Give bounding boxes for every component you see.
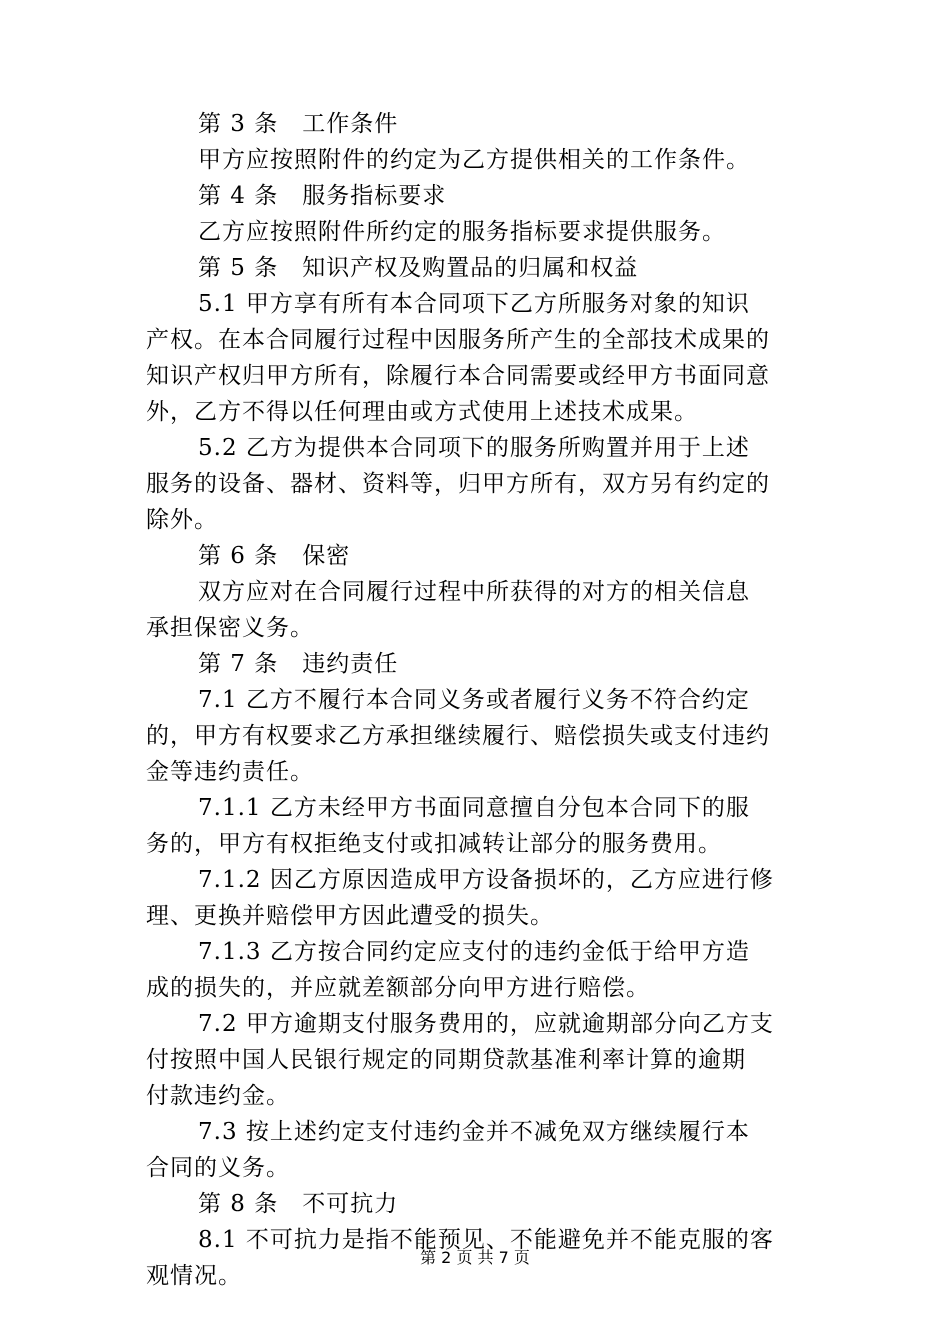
line-clause-7-2-cont: 付款违约金。 <box>146 1083 290 1109</box>
line-clause-7-1-3: 7.1.3 乙方按合同约定应支付的违约金低于给甲方造 <box>198 939 750 965</box>
line-clause-5-1-cont: 知识产权归甲方所有，除履行本合同需要或经甲方书面同意 <box>146 363 770 389</box>
line-clause-5-2-cont: 除外。 <box>146 507 218 533</box>
line-article-6-body-cont: 承担保密义务。 <box>146 615 314 641</box>
line-clause-8-1: 8.1 不可抗力是指不能预见、不能避免并不能克服的客 <box>198 1227 774 1253</box>
page-number-footer: 第 2 页 共 7 页 <box>420 1248 530 1267</box>
line-article-7-heading: 第 7 条 违约责任 <box>198 651 399 677</box>
line-clause-7-3: 7.3 按上述约定支付违约金并不减免双方继续履行本 <box>198 1119 750 1145</box>
line-clause-5-2-cont: 服务的设备、器材、资料等，归甲方所有，双方另有约定的 <box>146 471 770 497</box>
line-clause-7-1-2-cont: 理、更换并赔偿甲方因此遭受的损失。 <box>146 903 554 929</box>
line-clause-5-2: 5.2 乙方为提供本合同项下的服务所购置并用于上述 <box>198 435 750 461</box>
line-clause-8-1-cont: 观情况。 <box>146 1263 242 1289</box>
line-clause-5-1-cont: 外，乙方不得以任何理由或方式使用上述技术成果。 <box>146 399 698 425</box>
line-article-3-heading: 第 3 条 工作条件 <box>198 111 399 137</box>
line-clause-7-1-2: 7.1.2 因乙方原因造成甲方设备损坏的，乙方应进行修 <box>198 867 774 893</box>
line-clause-7-1: 7.1 乙方不履行本合同义务或者履行义务不符合约定 <box>198 687 750 713</box>
line-article-6-heading: 第 6 条 保密 <box>198 543 351 569</box>
line-clause-7-3-cont: 合同的义务。 <box>146 1155 290 1181</box>
line-clause-7-1-1: 7.1.1 乙方未经甲方书面同意擅自分包本合同下的服 <box>198 795 750 821</box>
line-clause-7-2-cont: 付按照中国人民银行规定的同期贷款基准利率计算的逾期 <box>146 1047 746 1073</box>
line-article-6-body: 双方应对在合同履行过程中所获得的对方的相关信息 <box>198 579 750 605</box>
line-clause-7-1-1-cont: 务的，甲方有权拒绝支付或扣减转让部分的服务费用。 <box>146 831 722 857</box>
line-clause-7-1-cont: 金等违约责任。 <box>146 759 314 785</box>
document-body <box>146 106 810 1294</box>
line-article-3-body: 甲方应按照附件的约定为乙方提供相关的工作条件。 <box>198 147 750 173</box>
line-clause-5-1: 5.1 甲方享有所有本合同项下乙方所服务对象的知识 <box>198 291 750 317</box>
line-article-4-heading: 第 4 条 服务指标要求 <box>198 183 447 209</box>
line-article-5-heading: 第 5 条 知识产权及购置品的归属和权益 <box>198 255 639 281</box>
line-article-8-heading: 第 8 条 不可抗力 <box>198 1191 399 1217</box>
line-article-4-body: 乙方应按照附件所约定的服务指标要求提供服务。 <box>198 219 726 245</box>
line-clause-7-2: 7.2 甲方逾期支付服务费用的，应就逾期部分向乙方支 <box>198 1011 774 1037</box>
line-clause-7-1-cont: 的，甲方有权要求乙方承担继续履行、赔偿损失或支付违约 <box>146 723 770 749</box>
line-clause-7-1-3-cont: 成的损失的，并应就差额部分向甲方进行赔偿。 <box>146 975 650 1001</box>
line-clause-5-1-cont: 产权。在本合同履行过程中因服务所产生的全部技术成果的 <box>146 327 770 353</box>
